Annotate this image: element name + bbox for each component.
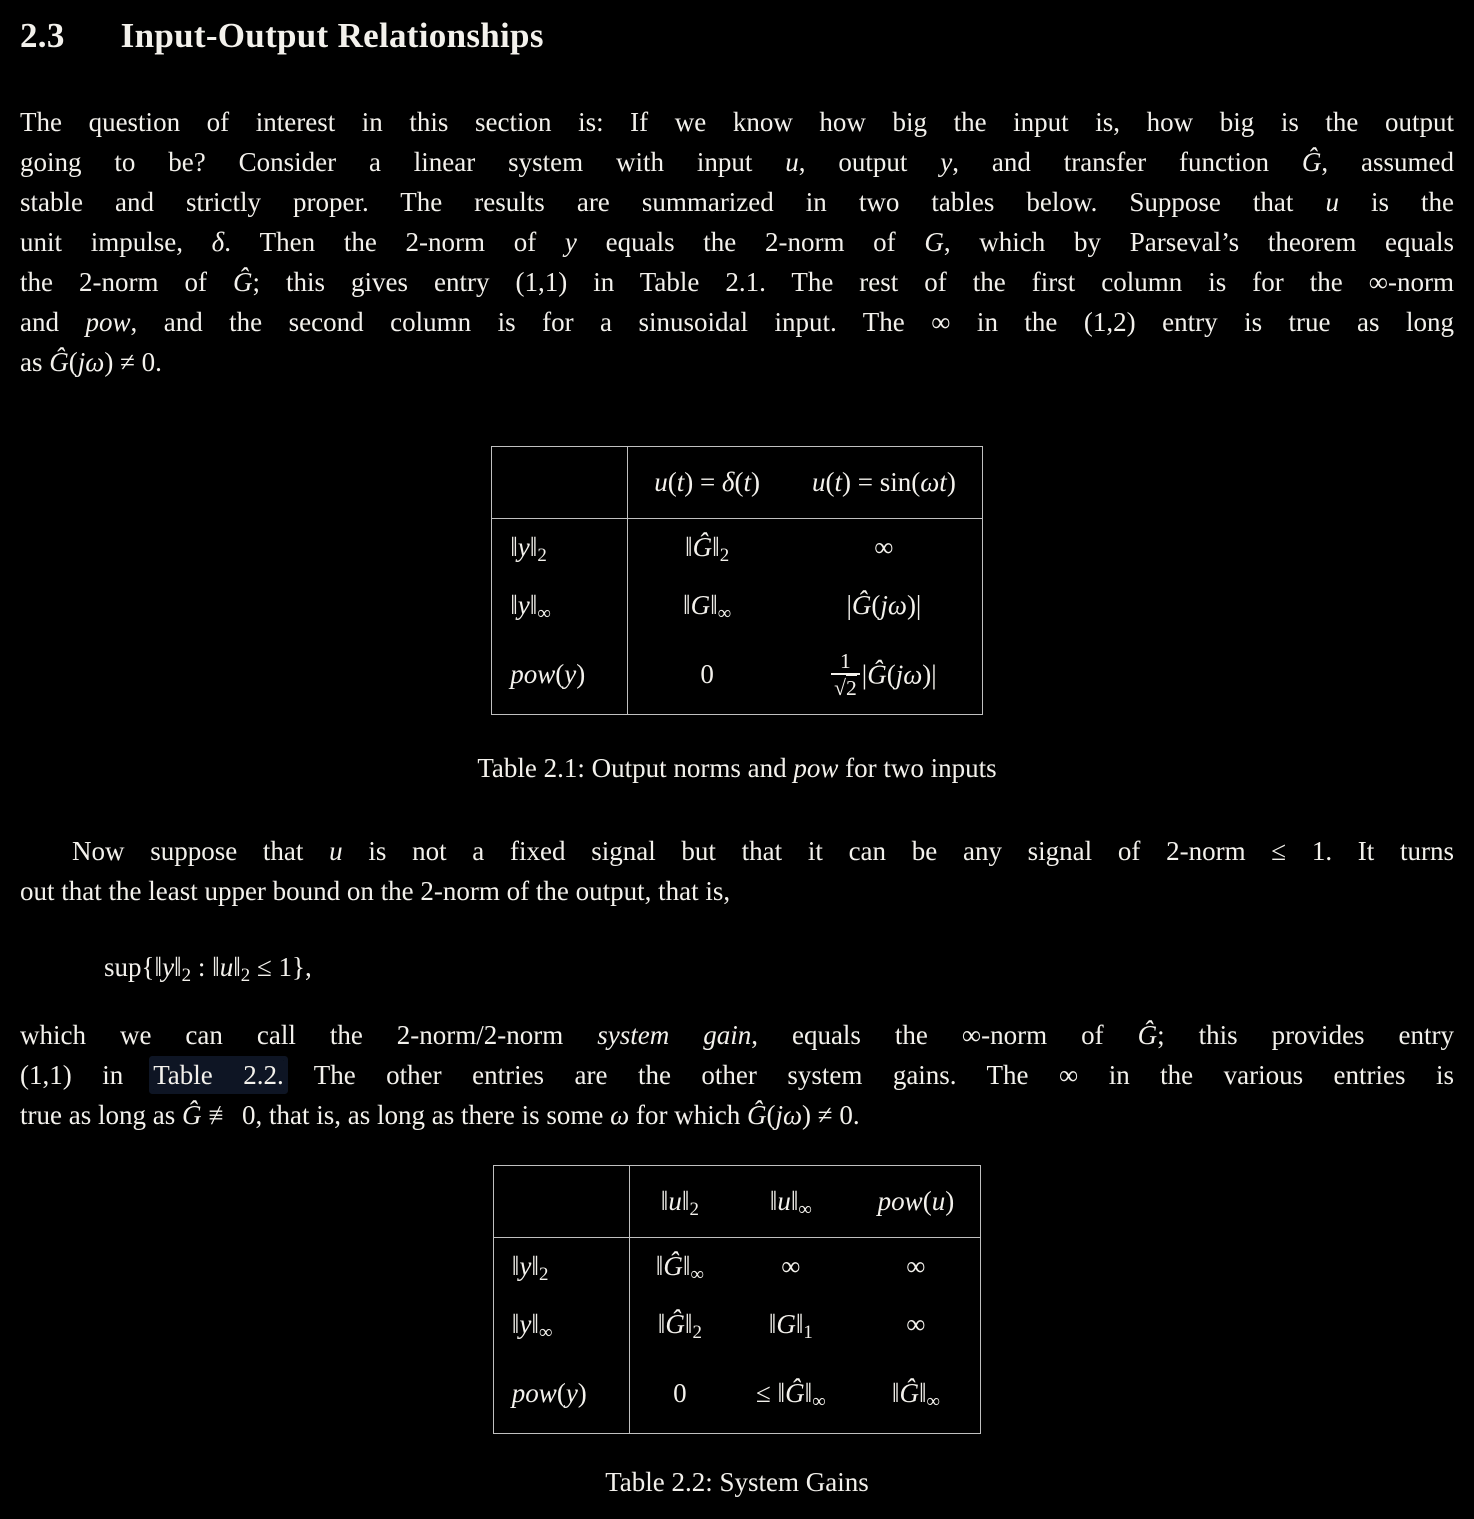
section-title: Input-Output Relationships bbox=[120, 16, 544, 55]
text-line: Now suppose that u is not a fixed signal but that it can be any signal of 2-norm ≤ 1. It turns bbox=[72, 836, 1454, 866]
row-label-cell: $‖y‖_\infty$ bbox=[492, 577, 628, 635]
text-line: the 2-norm of Ĝ; this gives entry (1,1) in Table 2.1. The rest of the first column is for the ∞-norm bbox=[20, 267, 1454, 297]
value-cell: $‖Ĝ‖_2$ bbox=[685, 532, 730, 567]
value-cell: ∞ bbox=[874, 532, 894, 563]
corner-cell bbox=[493, 1166, 629, 1238]
value-cell: ≤ $‖Ĝ‖_\infty$ bbox=[755, 1377, 826, 1412]
value-cell: $‖G‖_1$ bbox=[768, 1309, 813, 1343]
text-line: out that the least upper bound on the 2-norm of the output, that is, bbox=[20, 876, 731, 906]
table-row bbox=[492, 519, 983, 577]
section-number: 2.3 bbox=[20, 16, 65, 55]
text-line: and pow, and the second column is for a sinusoidal input. The ∞ in the (1,2) entry is true as long bbox=[20, 307, 1454, 337]
value-cell: $‖G‖_\infty$ bbox=[683, 590, 732, 624]
paragraph-1 bbox=[20, 102, 1454, 382]
value-cell: 0 bbox=[700, 658, 714, 689]
value-cell: $‖Ĝ‖_\infty$ bbox=[891, 1377, 940, 1412]
value-cell: $‖Ĝ‖_2$ bbox=[657, 1309, 702, 1343]
column-header-cell: pow(u) bbox=[852, 1166, 981, 1238]
column-header-cell: u(t) = sin(ωt) bbox=[786, 447, 982, 519]
column-header-cell: $‖u‖_2$ bbox=[629, 1166, 730, 1238]
page bbox=[20, 16, 1454, 1502]
text-line: going to be? Consider a linear system with input u, output y, and transfer function Ĝ, assumed bbox=[20, 147, 1454, 177]
value-cell: $\frac{1}{√2}$ |Ĝ(jω)| bbox=[786, 635, 982, 715]
corner-cell bbox=[492, 447, 628, 519]
math-table bbox=[491, 446, 983, 715]
display-equation: $sup\{‖y‖_2$ : $‖u‖_2 \le 1$}, bbox=[104, 952, 312, 986]
value-cell: 0 bbox=[673, 1377, 687, 1408]
table-row bbox=[492, 635, 983, 715]
table-2-2-caption: Table 2.2: System Gains bbox=[605, 1467, 869, 1497]
table-2-1 bbox=[20, 446, 1454, 715]
table-row bbox=[493, 1354, 980, 1434]
value-cell: ∞ bbox=[781, 1251, 801, 1282]
value-cell: ∞ bbox=[906, 1309, 926, 1339]
paragraph-3 bbox=[20, 1015, 1454, 1135]
text-line: unit impulse, δ. Then the 2-norm of y equals the 2-norm of G, which by Parseval’s theorem equals bbox=[20, 227, 1455, 257]
text-line: (1,1) in Table 2.2. The other entries are the other system gains. The ∞ in the various entries is bbox=[20, 1060, 1454, 1090]
text-line: true as long as Ĝ ≢ 0, that is, as long as there is some ω for which Ĝ(jω) ≠ 0. bbox=[20, 1100, 860, 1130]
table-2-2 bbox=[20, 1165, 1454, 1434]
column-header-cell: $‖u‖_\infty$ bbox=[730, 1166, 852, 1238]
text-line: stable and strictly proper. The results are summarized in two tables below. Suppose that u is the bbox=[20, 187, 1454, 217]
row-label-cell: $‖y‖_2$ bbox=[493, 1238, 629, 1296]
row-label-cell: $‖y‖_2$ bbox=[492, 519, 628, 577]
column-header-cell: u(t) = δ(t) bbox=[628, 447, 786, 519]
math-table bbox=[493, 1165, 981, 1434]
table-row bbox=[493, 1238, 980, 1296]
row-label-cell: $‖y‖_\infty$ bbox=[493, 1296, 629, 1354]
table-row bbox=[492, 577, 983, 635]
value-cell: |Ĝ(jω)| bbox=[846, 590, 922, 620]
table-2-1-caption: Table 2.1: Output norms and pow for two inputs bbox=[477, 753, 997, 783]
text-line: as Ĝ(jω) ≠ 0. bbox=[20, 347, 162, 377]
paragraph-2 bbox=[20, 831, 1454, 911]
text-line: which we can call the 2-norm/2-norm system gain, equals the ∞-norm of Ĝ; this provides entry bbox=[20, 1020, 1455, 1050]
table-2-2-link[interactable]: Table 2.2. bbox=[153, 1060, 284, 1090]
value-cell: ∞ bbox=[906, 1251, 926, 1282]
section-heading bbox=[20, 16, 1454, 56]
row-label-cell: pow(y) bbox=[493, 1354, 629, 1434]
text-line: The question of interest in this section is: If we know how big the input is, how big is the output bbox=[20, 107, 1454, 137]
value-cell: $‖Ĝ‖_\infty$ bbox=[655, 1251, 704, 1286]
table-row bbox=[493, 1296, 980, 1354]
row-label-cell: pow(y) bbox=[492, 635, 628, 715]
